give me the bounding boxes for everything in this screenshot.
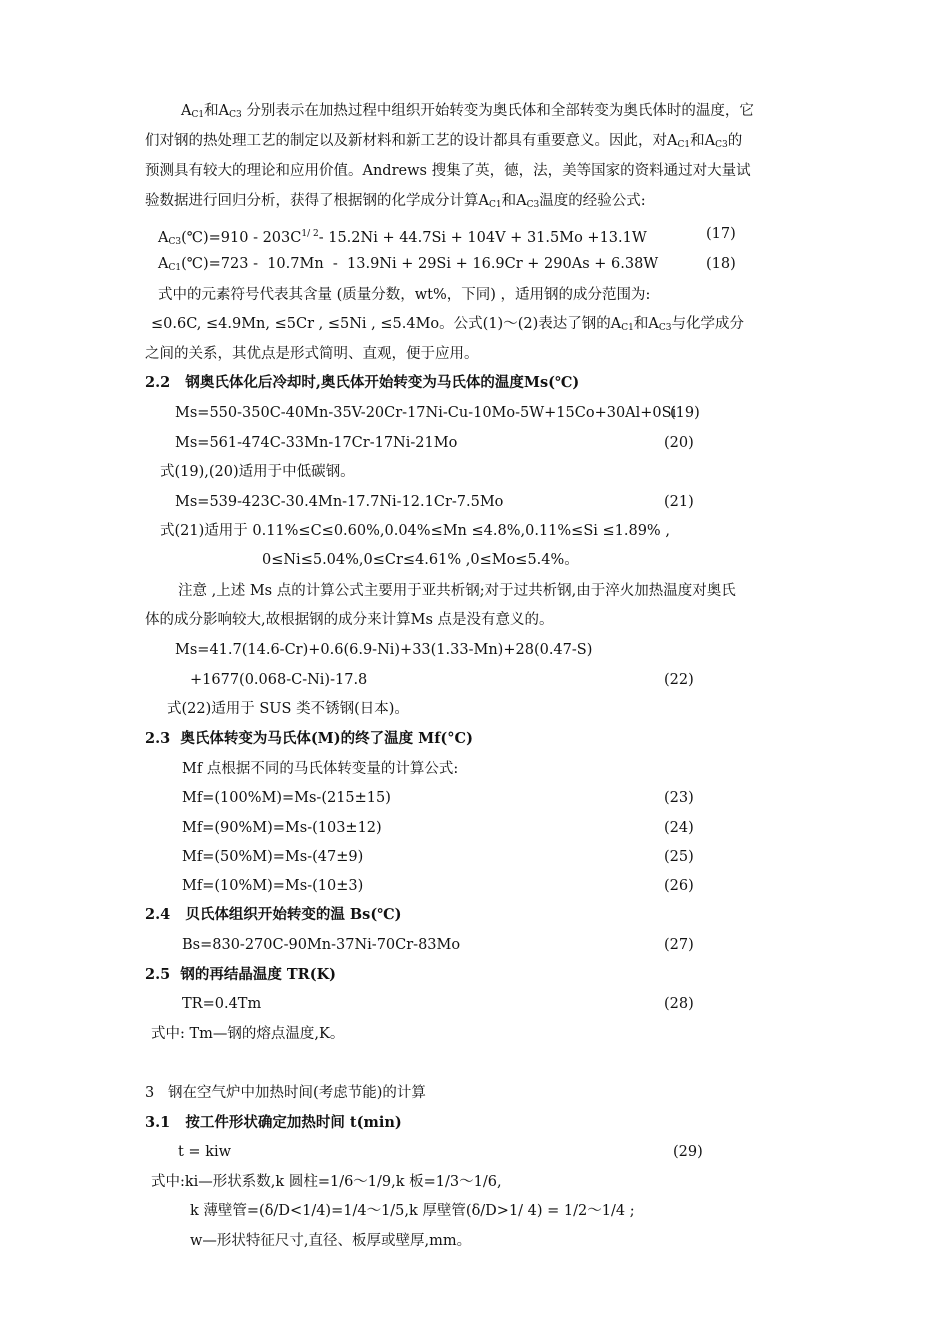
formula-26: Mf=(10%M)=Ms-(10±3) [182,878,364,894]
section-heading: 2.4 贝氏体组织开始转变的温 Bs(℃) [145,906,402,923]
text-line: 式(22)适用于 SUS 类不锈钢(日本)。 [167,701,409,717]
text-line: 验数据进行回归分析，获得了根据钢的化学成分计算$A_{C1}$和$A_{C3}$温度的经验公式: [145,193,646,210]
text-line: 0≤Ni≤5.04%,0≤Cr≤4.61% ,0≤Mo≤5.4%。 [262,552,579,568]
text-line: 注意 ,上述 Ms 点的计算公式主要用于亚共析钢;对于过共析钢,由于淬火加热温度对奥氏 [178,583,736,599]
text-line: 体的成分影响较大,故根据钢的成分来计算Ms 点是没有意义的。 [145,612,554,628]
subsection-heading: 3.1 按工件形状确定加热时间 t(min) [145,1114,402,1131]
text-line: $A_{C1}$和$A_{C3}$ 分别表示在加热过程中组织开始转变为奥氏体和全部转变为奥氏体时的温度，它 [181,103,754,120]
formula-23: Mf=(100%M)=Ms-(215±15) [182,790,391,806]
equation-number: (20) [664,435,694,451]
section-heading: 2.2 钢奥氏体化后冷却时,奥氏体开始转变为马氏体的温度Ms(℃) [145,374,580,391]
text-line: 们对钢的热处理工艺的制定以及新材料和新工艺的设计都具有重要意义。因此，对$A_{C1}$和$A_{C3}$的 [145,133,743,150]
text-line: ≤0.6C, ≤4.9Mn, ≤5Cr , ≤5Ni , ≤5.4Mo。公式(1)～(2)表达了钢的$A_{C1}$和$A_{C3}$与化学成分 [151,316,744,333]
equation-number: (17) [706,226,736,242]
equation-number: (27) [664,937,694,953]
equation-number: (21) [664,494,694,510]
text-line: Mf 点根据不同的马氏体转变量的计算公式: [182,761,459,777]
text-line: 预测具有较大的理论和应用价值。Andrews 搜集了英，德，法，美等国家的资料通过对大量试 [145,163,751,179]
formula-18: $A_{C1}(℃)=723 - 10.7Mn - 13.9Ni + 29Si + 16.9Cr + 290As + 6.38W$ [158,256,659,273]
equation-number: (18) [706,256,736,272]
equation-number: (29) [673,1144,703,1160]
formula-21: Ms=539-423C-30.4Mn-17.7Ni-12.1Cr-7.5Mo [175,494,504,510]
text-line: 式(21)适用于 0.11%≤C≤0.60%,0.04%≤Mn ≤4.8%,0.11%≤Si ≤1.89% , [160,523,670,539]
equation-number: (25) [664,849,694,865]
equation-number: (28) [664,996,694,1012]
equation-number: (22) [664,672,694,688]
formula-27: Bs=830-270C-90Mn-37Ni-70Cr-83Mo [182,937,461,953]
formula-28: TR=0.4Tm [182,996,262,1012]
section-heading: 2.3 奥氏体转变为马氏体(M)的终了温度 Mf(°C) [145,730,473,747]
text-line: 式中: Tm—钢的熔点温度,K。 [151,1026,345,1042]
section-heading: 2.5 钢的再结晶温度 TR(K) [145,966,337,983]
text-line: 式中:ki—形状系数,k 圆柱=1/6～1/9,k 板=1/3～1/6, [151,1174,502,1190]
text-line: 式中的元素符号代表其含量 (质量分数，wt%，下同) ，适用钢的成分范围为: [158,287,651,303]
formula-17: $A_{C3}(℃)=910 - 203C^{1/ 2}-$ 15.2Ni + 44.7Si + 104V + 31.5Mo +13.1W [158,229,647,247]
formula-25: Mf=(50%M)=Ms-(47±9) [182,849,364,865]
text-line: 之间的关系，其优点是形式简明、直观，便于应用。 [145,346,479,362]
formula-22: Ms=41.7(14.6-Cr)+0.6(6.9-Ni)+33(1.33-Mn)+28(0.47-S) [175,642,593,658]
formula-29: t = kiw [178,1144,232,1160]
formula-19: Ms=550-350C-40Mn-35V-20Cr-17Ni-Cu-10Mo-5W+15Co+30Al+0Si [175,405,677,421]
equation-number: (26) [664,878,694,894]
text-line: 式(19),(20)适用于中低碳钢。 [160,464,355,480]
equation-number: (24) [664,820,694,836]
formula-24: Mf=(90%M)=Ms-(103±12) [182,820,382,836]
formula-22-cont: +1677(0.068-C-Ni)-17.8 [190,672,368,688]
text-line: w—形状特征尺寸,直径、板厚或壁厚,mm。 [190,1233,472,1249]
text-line: k 薄壁管=(δ/D<1/4)=1/4～1/5,k 厚壁管(δ/D>1/ 4) = 1/2～1/4 ; [190,1203,635,1219]
formula-20: Ms=561-474C-33Mn-17Cr-17Ni-21Mo [175,435,458,451]
section-heading: 3 钢在空气炉中加热时间(考虑节能)的计算 [145,1085,426,1101]
equation-number: (23) [664,790,694,806]
equation-number: (19) [670,405,700,421]
